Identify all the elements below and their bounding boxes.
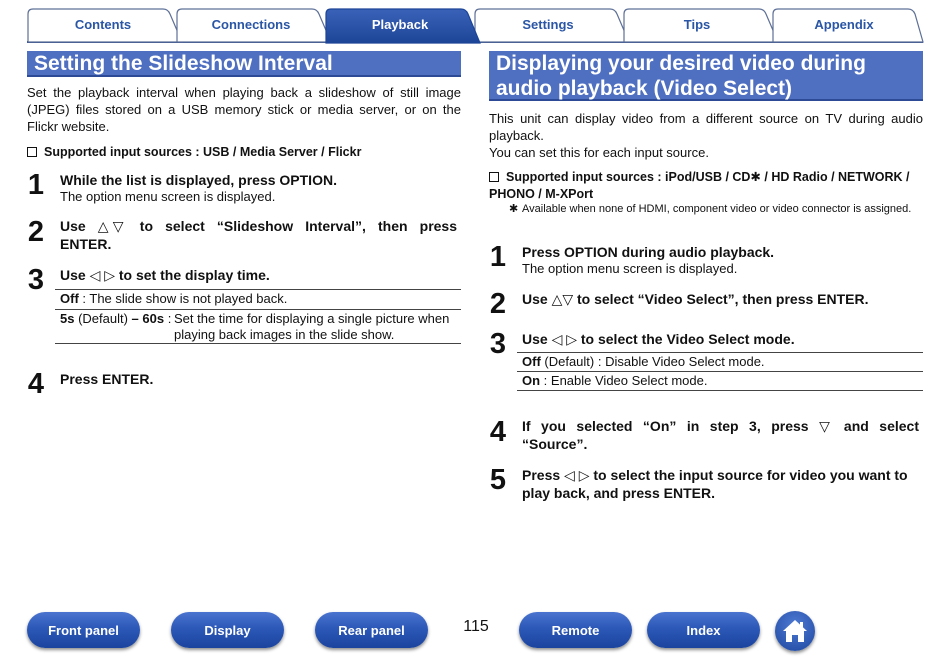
- note-asterisk-icon: ✱: [509, 203, 519, 215]
- tab-playback-label: Playback: [371, 17, 429, 32]
- video-select-supported-sources: [489, 169, 923, 203]
- step-number: 2: [27, 216, 45, 248]
- step-text: Use △▽ to select “Slideshow Interval”, then press ENTER.: [60, 218, 457, 252]
- step-text: Press OPTION during audio playback.: [522, 244, 775, 260]
- tab-bar: [0, 0, 950, 48]
- step-number: 1: [27, 169, 45, 201]
- step-number: 4: [489, 416, 507, 448]
- rear-panel-button[interactable]: Rear panel: [315, 612, 428, 648]
- step-number: 3: [27, 264, 45, 296]
- slideshow-sources-text: Supported input sources : USB / Media Server / Flickr: [44, 145, 362, 159]
- table-row-key: [60, 311, 175, 327]
- home-button[interactable]: [775, 611, 815, 651]
- note-text: Available when none of HDMI, component video or video connector is assigned.: [522, 203, 912, 215]
- table-divider: [517, 371, 923, 372]
- table-divider: [55, 309, 461, 310]
- page-number: 115: [463, 618, 489, 635]
- table-row: [60, 291, 460, 307]
- tab-settings-label: Settings: [522, 17, 574, 32]
- step-number: 5: [489, 464, 507, 496]
- option-key: Off: [60, 291, 79, 306]
- section-heading-video-select: Displaying your desired video during audio playback (Video Select): [489, 51, 923, 101]
- remote-button[interactable]: Remote: [519, 612, 632, 648]
- step-number: 2: [489, 288, 507, 320]
- option-separator: :: [164, 311, 172, 326]
- home-icon: [781, 617, 809, 645]
- table-divider: [517, 390, 923, 391]
- step-number: 3: [489, 328, 507, 360]
- table-divider: [55, 289, 461, 290]
- step-text: Use △▽ to select “Video Select”, then press ENTER.: [522, 291, 869, 307]
- option-key: On: [522, 373, 541, 388]
- front-panel-button[interactable]: Front panel: [27, 612, 140, 648]
- video-select-intro: This unit can display video from a different source on TV during audio playback.: [489, 111, 923, 143]
- option-default: (Default): [74, 311, 132, 326]
- step-subtext: The option menu screen is displayed.: [60, 189, 276, 204]
- step-subtext: The option menu screen is displayed.: [522, 261, 738, 276]
- step-text: If you selected “On” in step 3, press ▽ and select “Source”.: [522, 418, 919, 452]
- step-text: Use ◁ ▷ to set the display time.: [60, 267, 270, 283]
- option-range: – 60s: [131, 311, 165, 326]
- index-button[interactable]: Index: [647, 612, 760, 648]
- tab-contents-label: Contents: [74, 17, 132, 32]
- table-divider: [517, 352, 923, 353]
- slideshow-intro: Set the playback interval when playing back a slideshow of still image (JPEG) files stored on a USB memory stick or media server, or on the Flickr website.: [27, 85, 461, 134]
- checkbox-bullet-icon: [27, 147, 37, 157]
- option-desc: (Default) : Disable Video Select mode.: [540, 354, 765, 369]
- tab-tips-label: Tips: [683, 17, 711, 32]
- table-divider: [55, 343, 461, 344]
- step-text: Press ◁ ▷ to select the input source for video you want to play back, and press ENTER.: [522, 467, 908, 501]
- step-text: Use ◁ ▷ to select the Video Select mode.: [522, 331, 795, 347]
- table-row: [522, 373, 922, 389]
- option-key: Off: [522, 354, 541, 369]
- step-number: 1: [489, 241, 507, 273]
- table-row: [522, 354, 922, 370]
- checkbox-bullet-icon: [489, 172, 499, 182]
- option-desc: Set the time for displaying a single picture when playing back images in the slide show.: [174, 311, 450, 342]
- tab-appendix-label: Appendix: [814, 17, 874, 32]
- option-desc: : Enable Video Select mode.: [540, 373, 708, 388]
- step-text: While the list is displayed, press OPTION.: [60, 172, 337, 188]
- option-desc: : The slide show is not played back.: [78, 291, 288, 306]
- step-number: 4: [27, 368, 45, 400]
- section-heading-slideshow: Setting the Slideshow Interval: [27, 51, 461, 77]
- tab-connections-label: Connections: [211, 17, 291, 32]
- video-select-sources-text: Supported input sources : iPod/USB / CD✱ / HD Radio / NETWORK / PHONO / M-XPort: [489, 170, 910, 201]
- display-button[interactable]: Display: [171, 612, 284, 648]
- video-select-intro-2: You can set this for each input source.: [489, 145, 709, 160]
- slideshow-supported-sources: [27, 144, 461, 161]
- step-text: Press ENTER.: [60, 371, 154, 387]
- option-key: 5s: [60, 311, 75, 326]
